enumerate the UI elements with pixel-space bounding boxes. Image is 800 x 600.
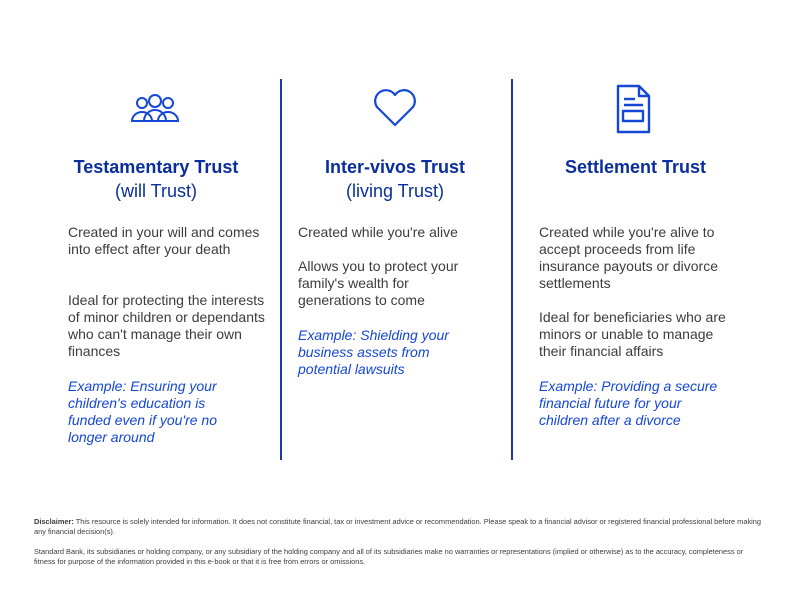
column-divider-2 (511, 79, 513, 460)
people-icon (130, 94, 180, 129)
trust-benefit: Allows you to protect your family's wealth for generations to come (298, 258, 459, 308)
trust-benefit: Ideal for beneficiaries who are minors or unable to manage their financial affairs (539, 309, 726, 359)
disclaimer-label: Disclaimer: (34, 517, 74, 526)
trust-description: Created while you're alive to accept proceeds from life insurance payouts or divorce settlements (539, 224, 718, 291)
trust-example: Example: Providing a secure financial future for your children after a divorce (539, 378, 718, 428)
trust-example: Example: Ensuring your children's education is funded even if you're no longer around (68, 378, 218, 445)
trust-description: Created while you're alive (298, 224, 458, 240)
disclaimer-text: This resource is solely intended for information. It does not constitute financial, tax or investment advice or recommendation. Please speak to a financial advisor or registered financial professional before making any financial decision(s). (34, 517, 762, 536)
document-icon (615, 84, 651, 139)
trust-subtitle: (living Trust) (345, 181, 444, 201)
column-divider-1 (280, 79, 282, 460)
trust-title: Testamentary Trust (73, 157, 239, 177)
trust-description: Created in your will and comes into effect after your death (68, 224, 260, 257)
trust-subtitle: (will Trust) (115, 181, 197, 201)
disclaimer (34, 517, 764, 537)
trust-title: Settlement Trust (564, 157, 707, 177)
trust-benefit: Ideal for protecting the interests of minor children or dependants who can't manage their own finances (68, 292, 265, 359)
trust-example: Example: Shielding your business assets from potential lawsuits (298, 327, 449, 377)
trust-title: Inter-vivos Trust (324, 157, 466, 177)
legal-note: Standard Bank, its subsidiaries or holding company, or any subsidiary of the holding company and all of its subsidiaries make no warranties or representations (implied or otherwise) as to the accuracy, completeness or fitness for purpose of the information provided in this e-book or that it is free from errors or omissions. (34, 547, 744, 566)
heart-icon (372, 86, 418, 133)
